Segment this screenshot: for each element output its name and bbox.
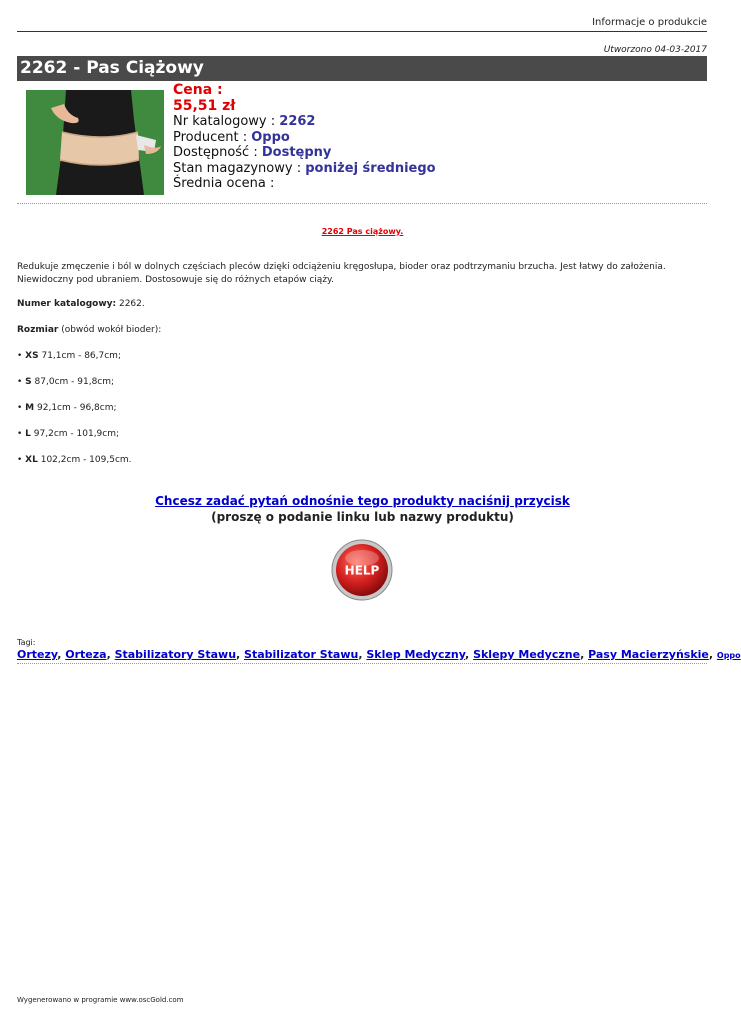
created-date: Utworzono 04-03-2017 <box>603 45 707 55</box>
size-code: L <box>25 429 31 439</box>
availability-label: Dostępność : <box>173 145 258 160</box>
producer-value: Oppo <box>251 129 290 145</box>
tag-link[interactable]: Oppo <box>716 651 741 660</box>
availability-row <box>173 145 436 161</box>
size-range: 71,1cm - 86,7cm; <box>41 351 121 361</box>
tag-link[interactable]: Stabilizatory Stawu <box>114 648 237 661</box>
availability-value: Dostępny <box>261 145 332 160</box>
product-photo-icon <box>26 90 164 195</box>
stock-value: poniżej średniego <box>305 160 436 176</box>
size-note: (obwód wokół bioder): <box>61 325 162 335</box>
catalog-number-label: Nr katalogowy : <box>173 114 276 129</box>
tag-link[interactable]: Stabilizator Stawu <box>244 648 359 661</box>
catalog-number-value: 2262 <box>279 114 316 129</box>
product-title: 2262 - Pas Ciążowy <box>17 56 707 81</box>
size-label: Rozmiar <box>17 325 59 335</box>
tag-link[interactable]: Sklep Medyczny <box>366 648 466 661</box>
size-item: • XS 71,1cm - 86,7cm; <box>17 351 121 361</box>
tags-list: Ortezy, Orteza, Stabilizatory Stawu, Stabilizator Stawu, Sklep Medyczny, Sklepy Medyczne, Pasy Macierzyńskie, Oppo <box>17 648 741 661</box>
help-button[interactable] <box>330 538 394 602</box>
size-range: 97,2cm - 101,9cm; <box>33 429 120 439</box>
stock-label: Stan magazynowy : <box>173 160 302 176</box>
size-item: • S 87,0cm - 91,8cm; <box>17 377 115 387</box>
tag-link[interactable]: Ortezy <box>17 648 58 661</box>
price-label: Cena : <box>173 82 223 98</box>
help-label: HELP <box>344 563 380 578</box>
help-button-icon <box>330 538 394 602</box>
price-value: 55,51 zł <box>173 97 236 114</box>
size-code: S <box>25 377 32 387</box>
tags-divider <box>17 663 707 664</box>
rating-label: Średnia ocena : <box>173 176 275 191</box>
catalog-info-value: 2262. <box>118 299 145 309</box>
tag-link[interactable]: Sklepy Medyczne <box>473 648 581 661</box>
size-range: 102,2cm - 109,5cm. <box>40 455 132 465</box>
tag-link[interactable]: Pasy Macierzyńskie <box>588 648 709 661</box>
product-image <box>26 90 164 195</box>
question-link[interactable]: Chcesz zadać pytań odnośnie tego produkty naciśnij przycisk <box>155 494 570 508</box>
producer-label: Producent : <box>173 129 248 145</box>
tag-link[interactable]: Orteza <box>65 648 107 661</box>
stock-row <box>173 161 436 177</box>
size-code: XL <box>25 455 38 465</box>
section-divider <box>17 203 707 204</box>
size-item: • L 97,2cm - 101,9cm; <box>17 429 120 439</box>
header-title: Informacje o produkcie <box>592 17 707 28</box>
catalog-info <box>17 298 712 311</box>
description-intro: Redukuje zmęczenie i ból w dolnych częściach pleców dzięki odciążeniu kręgosłupa, bioder oraz podtrzymaniu brzucha. Jest łatwy do założenia. Niewidoczny pod ubraniem. Dostosowuje się do różnych etapów ciąży. <box>17 262 666 285</box>
size-code: M <box>25 403 35 413</box>
size-item: • M 92,1cm - 96,8cm; <box>17 403 117 413</box>
question-cta <box>0 493 725 525</box>
question-note: (proszę o podanie linku lub nazwy produktu) <box>211 510 514 524</box>
catalog-info-label: Numer katalogowy: <box>17 299 117 309</box>
size-item: • XL 102,2cm - 109,5cm. <box>17 455 132 465</box>
tags-label: Tagi: <box>17 638 36 647</box>
size-code: XS <box>25 351 39 361</box>
footer-text: Wygenerowano w programie www.oscGold.com <box>17 996 184 1004</box>
producer-row <box>173 130 436 146</box>
catalog-number-row <box>173 114 436 130</box>
size-range: 92,1cm - 96,8cm; <box>37 403 117 413</box>
product-info <box>173 83 436 192</box>
header-divider <box>17 31 707 32</box>
description-subtitle-link[interactable]: 2262 Pas ciążowy. <box>321 227 404 236</box>
size-range: 87,0cm - 91,8cm; <box>34 377 115 387</box>
size-heading <box>17 324 712 337</box>
rating-row <box>173 176 436 192</box>
